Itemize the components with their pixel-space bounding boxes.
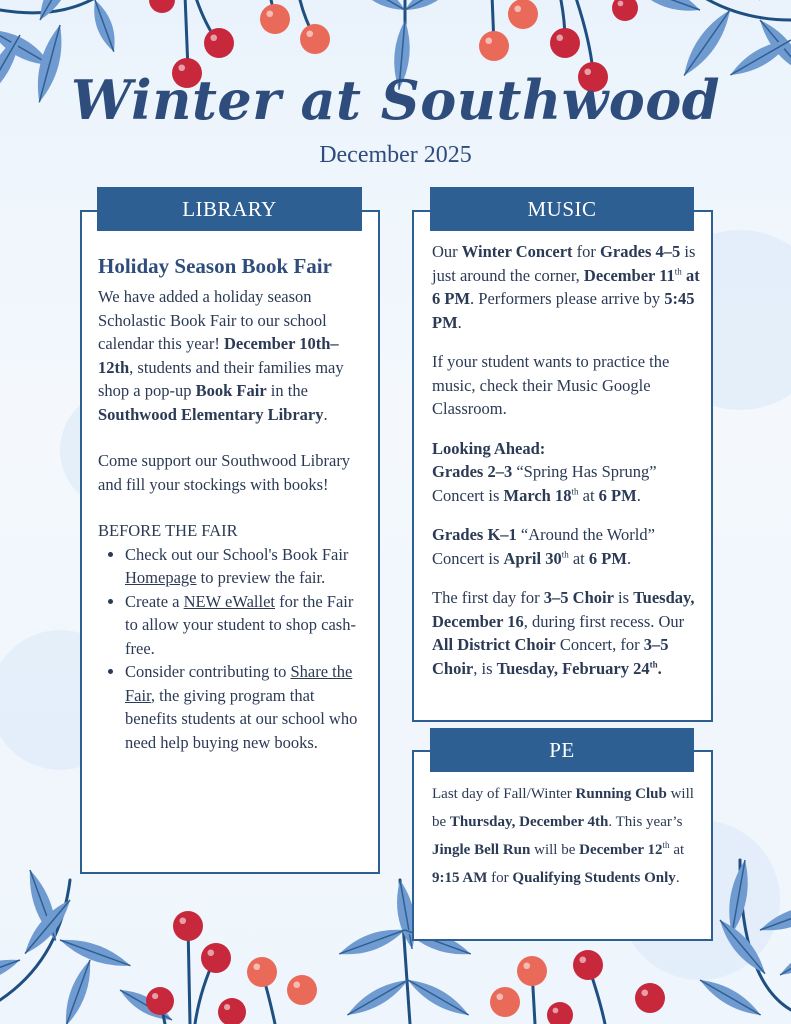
berry-icon bbox=[508, 0, 538, 29]
before-fair-list bbox=[125, 543, 370, 755]
leaf-icon bbox=[631, 0, 703, 18]
practice-paragraph: If your student wants to practice the music, check their Music Google Classroom. bbox=[432, 352, 670, 418]
berry-icon bbox=[173, 911, 203, 941]
berry-icon bbox=[287, 975, 317, 1005]
berry-icon bbox=[550, 28, 580, 58]
berry-icon bbox=[479, 31, 509, 61]
berry-highlight bbox=[266, 10, 273, 17]
leaf-shape bbox=[696, 974, 764, 1022]
berry-icon bbox=[573, 950, 603, 980]
book-fair-paragraph: We have added a holiday season Scholastic Book Fair to our school calendar this year! December 10th–12th, students and their families may shop a pop-up Book Fair in the Southwood Elementary Library. bbox=[98, 287, 344, 424]
berry-icon bbox=[635, 983, 665, 1013]
berry-highlight bbox=[553, 1008, 559, 1014]
list-item: • Consider contributing to Share the Fair, the giving program that benefits students at our school who need help buying new books. bbox=[125, 660, 370, 754]
berry-highlight bbox=[210, 34, 217, 41]
berry-icon bbox=[247, 957, 277, 987]
berry-icon bbox=[260, 4, 290, 34]
pe-content bbox=[432, 780, 704, 892]
leaf-shape bbox=[88, 0, 121, 54]
berry-icon bbox=[149, 0, 175, 13]
k1-concert-paragraph: Grades K–1 “Around the World” Concert is April 30th at 6 PM. bbox=[432, 525, 655, 568]
music-header: MUSIC bbox=[430, 187, 694, 231]
pe-paragraph: Last day of Fall/Winter Running Club will be Thursday, December 4th. This year’s Jingle Bell Run will be December 12th at 9:15 AM for Qualifying Students Only. bbox=[432, 786, 694, 886]
berry-icon bbox=[146, 987, 174, 1015]
berry-icon bbox=[547, 1002, 573, 1024]
leaf-shape bbox=[59, 957, 97, 1024]
leaf-shape bbox=[349, 0, 409, 17]
before-fair-title: BEFORE THE FAIR bbox=[98, 521, 238, 540]
berry-icon bbox=[201, 943, 231, 973]
berry-icon bbox=[612, 0, 638, 21]
looking-ahead-paragraph: Looking Ahead: Grades 2–3 “Spring Has Sprung” Concert is March 18th at 6 PM. bbox=[432, 438, 657, 505]
library-header: LIBRARY bbox=[97, 187, 362, 231]
page-subtitle: December 2025 bbox=[319, 142, 472, 168]
leaf-vein bbox=[66, 960, 90, 1024]
list-item: • Check out our School's Book Fair Homepage to preview the fair. bbox=[125, 543, 370, 590]
branch-stem bbox=[700, 0, 791, 20]
berry-icon bbox=[490, 987, 520, 1017]
berry-highlight bbox=[496, 993, 503, 1000]
berry-highlight bbox=[253, 963, 260, 970]
berry-highlight bbox=[306, 30, 313, 37]
leaf-vein bbox=[684, 10, 730, 76]
leaf-shape bbox=[724, 0, 767, 4]
leaf-icon bbox=[724, 0, 767, 4]
pe-header: PE bbox=[430, 728, 694, 772]
choir-paragraph: The first day for 3–5 Choir is Tuesday, December 16, during first recess. Our All District Choir Concert, for 3–5 Choir, is Tuesday, February 24th. bbox=[432, 588, 695, 678]
leaf-icon bbox=[776, 934, 791, 982]
list-item: • Create a NEW eWallet for the Fair to allow your student to shop cash-free. bbox=[125, 590, 370, 661]
berry-highlight bbox=[293, 981, 300, 988]
berry-highlight bbox=[207, 949, 214, 956]
leaf-shape bbox=[776, 934, 791, 982]
leaf-shape bbox=[336, 922, 407, 961]
homepage-link[interactable]: Homepage bbox=[125, 568, 197, 587]
leaf-shape bbox=[344, 974, 412, 1022]
berry-highlight bbox=[556, 34, 563, 41]
library-content bbox=[98, 254, 370, 754]
berry-icon bbox=[218, 998, 246, 1024]
leaf-shape bbox=[631, 0, 703, 18]
berry-highlight bbox=[485, 37, 492, 44]
berry-highlight bbox=[641, 989, 648, 996]
leaf-vein bbox=[347, 980, 408, 1015]
winter-concert-paragraph: Our Winter Concert for Grades 4–5 is just around the corner, December 11th at 6 PM. Performers please arrive by 5:45 PM. bbox=[432, 242, 700, 332]
berry-icon bbox=[300, 24, 330, 54]
berry-highlight bbox=[618, 1, 624, 7]
leaf-vein bbox=[700, 980, 761, 1015]
page-title: Winter at Southwood bbox=[70, 68, 720, 132]
berry-icon bbox=[517, 956, 547, 986]
berry-highlight bbox=[179, 917, 186, 924]
leaf-shape bbox=[401, 0, 461, 17]
berry-highlight bbox=[152, 993, 158, 999]
berry-icon bbox=[204, 28, 234, 58]
leaf-icon bbox=[349, 0, 409, 17]
leaf-icon bbox=[401, 0, 461, 17]
berry-highlight bbox=[523, 962, 530, 969]
berry-highlight bbox=[579, 956, 586, 963]
support-paragraph: Come support our Southwood Library and fill your stockings with books! bbox=[98, 451, 351, 494]
music-content bbox=[432, 240, 702, 696]
berry-highlight bbox=[224, 1004, 230, 1010]
leaf-vein bbox=[408, 980, 469, 1015]
leaf-shape bbox=[404, 974, 472, 1022]
leaf-shape bbox=[57, 932, 133, 973]
book-fair-heading: Holiday Season Book Fair bbox=[98, 254, 332, 278]
share-the-fair-link[interactable]: Share the Fair bbox=[125, 662, 353, 705]
ewallet-link[interactable]: NEW eWallet bbox=[183, 591, 276, 611]
berry-highlight bbox=[514, 5, 521, 12]
leaf-vein bbox=[60, 940, 130, 966]
